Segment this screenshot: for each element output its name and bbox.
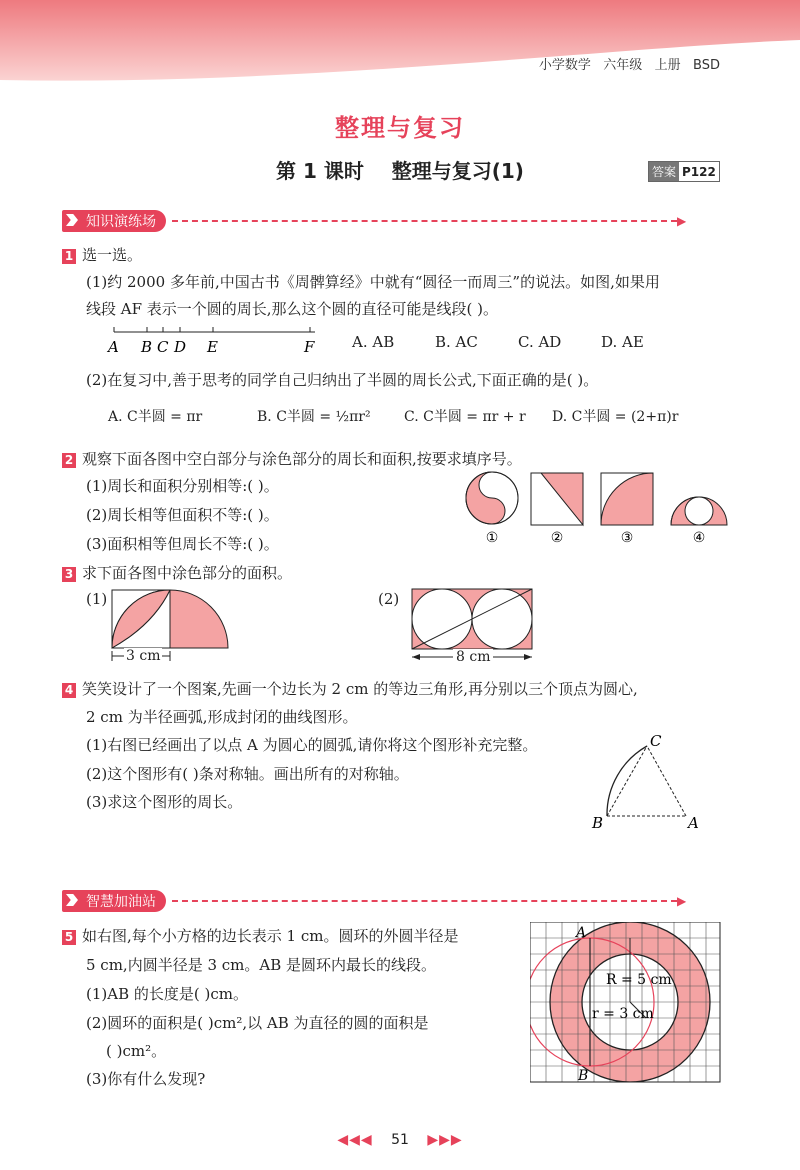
- q4-line1: [62, 678, 638, 699]
- q2-title: [62, 448, 522, 469]
- q5-item-2b: ( )cm²。: [106, 1042, 167, 1060]
- q1-p2-option-a: A. C半圆 = πr: [108, 409, 203, 425]
- lesson-title: 第 1 课时 整理与复习(1): [276, 159, 524, 183]
- section-divider: [172, 220, 677, 222]
- q3-fig1-dimension: 3 cm: [126, 648, 161, 664]
- prev-arrows-icon: ◀◀◀: [337, 1132, 373, 1148]
- point-A: A: [108, 338, 119, 356]
- q3-fig2-label: (2): [378, 590, 400, 608]
- vertex-A: A: [688, 814, 699, 832]
- section-practice: [62, 210, 686, 232]
- book-info: 小学数学 六年级 上册 BSD: [538, 58, 720, 73]
- q2-figures: [465, 470, 735, 548]
- point-C: C: [157, 338, 169, 356]
- q2-item-2: (2)周长相等但面积不等:( )。: [86, 506, 279, 524]
- page-number: 51: [391, 1132, 409, 1148]
- q3-title-text: 求下面各图中涂色部分的面积。: [82, 564, 293, 582]
- point-F: F: [304, 338, 315, 356]
- q1-option-a: A. AB: [352, 333, 395, 351]
- figure-label-4: ④: [692, 530, 706, 546]
- point-A: A: [576, 925, 587, 941]
- segment-figure: [100, 324, 330, 358]
- q4-triangle-figure: [588, 730, 713, 835]
- answer-page: P122: [682, 164, 716, 179]
- arrow-icon: ▶: [677, 214, 687, 228]
- q1-p1-line2: 线段 AF 表示一个圆的周长,那么这个圆的直径可能是线段( )。: [86, 300, 499, 318]
- q1-title-text: 选一选。: [82, 246, 143, 264]
- q1-p2-line: (2)在复习中,善于思考的同学自己归纳出了半圆的周长公式,下面正确的是( )。: [86, 371, 599, 389]
- figure-quarter-circle: [601, 473, 653, 525]
- q3-fig1-label: (1): [86, 590, 108, 608]
- q4-item-1: (1)右图已经画出了以点 A 为圆心的圆弧,请你将这个图形补充完整。: [86, 736, 538, 754]
- q5-line1: [62, 925, 458, 946]
- q1-option-c: C. AD: [518, 333, 562, 351]
- q5-ring-grid: [530, 922, 735, 1087]
- q5-item-3: (3)你有什么发现?: [86, 1070, 206, 1088]
- R-label: R = 5 cm: [606, 972, 672, 988]
- next-arrows-icon: ▶▶▶: [427, 1132, 463, 1148]
- q2-item-1: (1)周长和面积分别相等:( )。: [86, 477, 279, 495]
- q3-fig2-dimension: 8 cm: [453, 649, 493, 665]
- section-boost-label: 智慧加油站: [62, 890, 166, 912]
- figure-label-2: ②: [550, 530, 564, 546]
- q2-title-text: 观察下面各图中空白部分与涂色部分的周长和面积,按要求填序号。: [82, 450, 522, 468]
- q1-option-b: B. AC: [435, 333, 478, 351]
- q4-number: 4: [62, 683, 76, 698]
- r-label: r = 3 cm: [592, 1006, 654, 1022]
- q1-p1-line1: (1)约 2000 多年前,中国古书《周髀算经》中就有“圆径一而周三”的说法。如图,如果用: [86, 273, 660, 291]
- q4-line2: 2 cm 为半径画弧,形成封闭的曲线图形。: [86, 708, 358, 726]
- answer-reference: [648, 161, 720, 182]
- q5-number: 5: [62, 930, 76, 945]
- figure-square-triangle: [531, 473, 583, 525]
- answer-label: 答案: [649, 162, 679, 181]
- q1-p2-option-b: B. C半圆 = ½πr²: [257, 409, 371, 425]
- q1-option-d: D. AE: [601, 333, 644, 351]
- q5-item-1: (1)AB 的长度是( )cm。: [86, 985, 248, 1003]
- point-B: B: [578, 1068, 589, 1084]
- page-title: 整理与复习: [335, 114, 465, 142]
- q2-item-3: (3)面积相等但周长不等:( )。: [86, 535, 279, 553]
- q2-number: 2: [62, 453, 76, 468]
- section-boost: [62, 890, 686, 912]
- page-footer: [0, 1132, 800, 1148]
- q5-line2: 5 cm,内圆半径是 3 cm。AB 是圆环内最长的线段。: [86, 956, 437, 974]
- q3-title: [62, 562, 292, 583]
- q4-item-3: (3)求这个图形的周长。: [86, 793, 243, 811]
- point-B: B: [141, 338, 153, 356]
- vertex-B: B: [592, 814, 604, 832]
- q1-title: [62, 244, 142, 265]
- section-practice-label: 知识演练场: [62, 210, 166, 232]
- section-divider: [172, 900, 677, 902]
- q1-p2-option-c: C. C半圆 = πr + r: [404, 409, 526, 425]
- figure-crescent: [671, 473, 727, 525]
- figure-label-3: ③: [620, 530, 634, 546]
- figure-label-1: ①: [485, 530, 499, 546]
- header-band: [0, 0, 800, 86]
- vertex-C: C: [650, 732, 662, 750]
- q1-p2-option-d: D. C半圆 = (2+π)r: [552, 409, 679, 425]
- figure-yinyang: [466, 472, 518, 524]
- q5-item-2: (2)圆环的面积是( )cm²,以 AB 为直径的圆的面积是: [86, 1014, 429, 1032]
- q4-item-2: (2)这个图形有( )条对称轴。画出所有的对称轴。: [86, 765, 409, 783]
- q5-line1-text: 如右图,每个小方格的边长表示 1 cm。圆环的外圆半径是: [82, 927, 459, 945]
- point-D: D: [174, 338, 187, 356]
- point-E: E: [207, 338, 218, 356]
- q1-number: 1: [62, 249, 76, 264]
- q4-line1-text: 笑笑设计了一个图案,先画一个边长为 2 cm 的等边三角形,再分别以三个顶点为圆心,: [82, 680, 638, 698]
- arrow-icon: ▶: [677, 894, 687, 908]
- q3-number: 3: [62, 567, 76, 582]
